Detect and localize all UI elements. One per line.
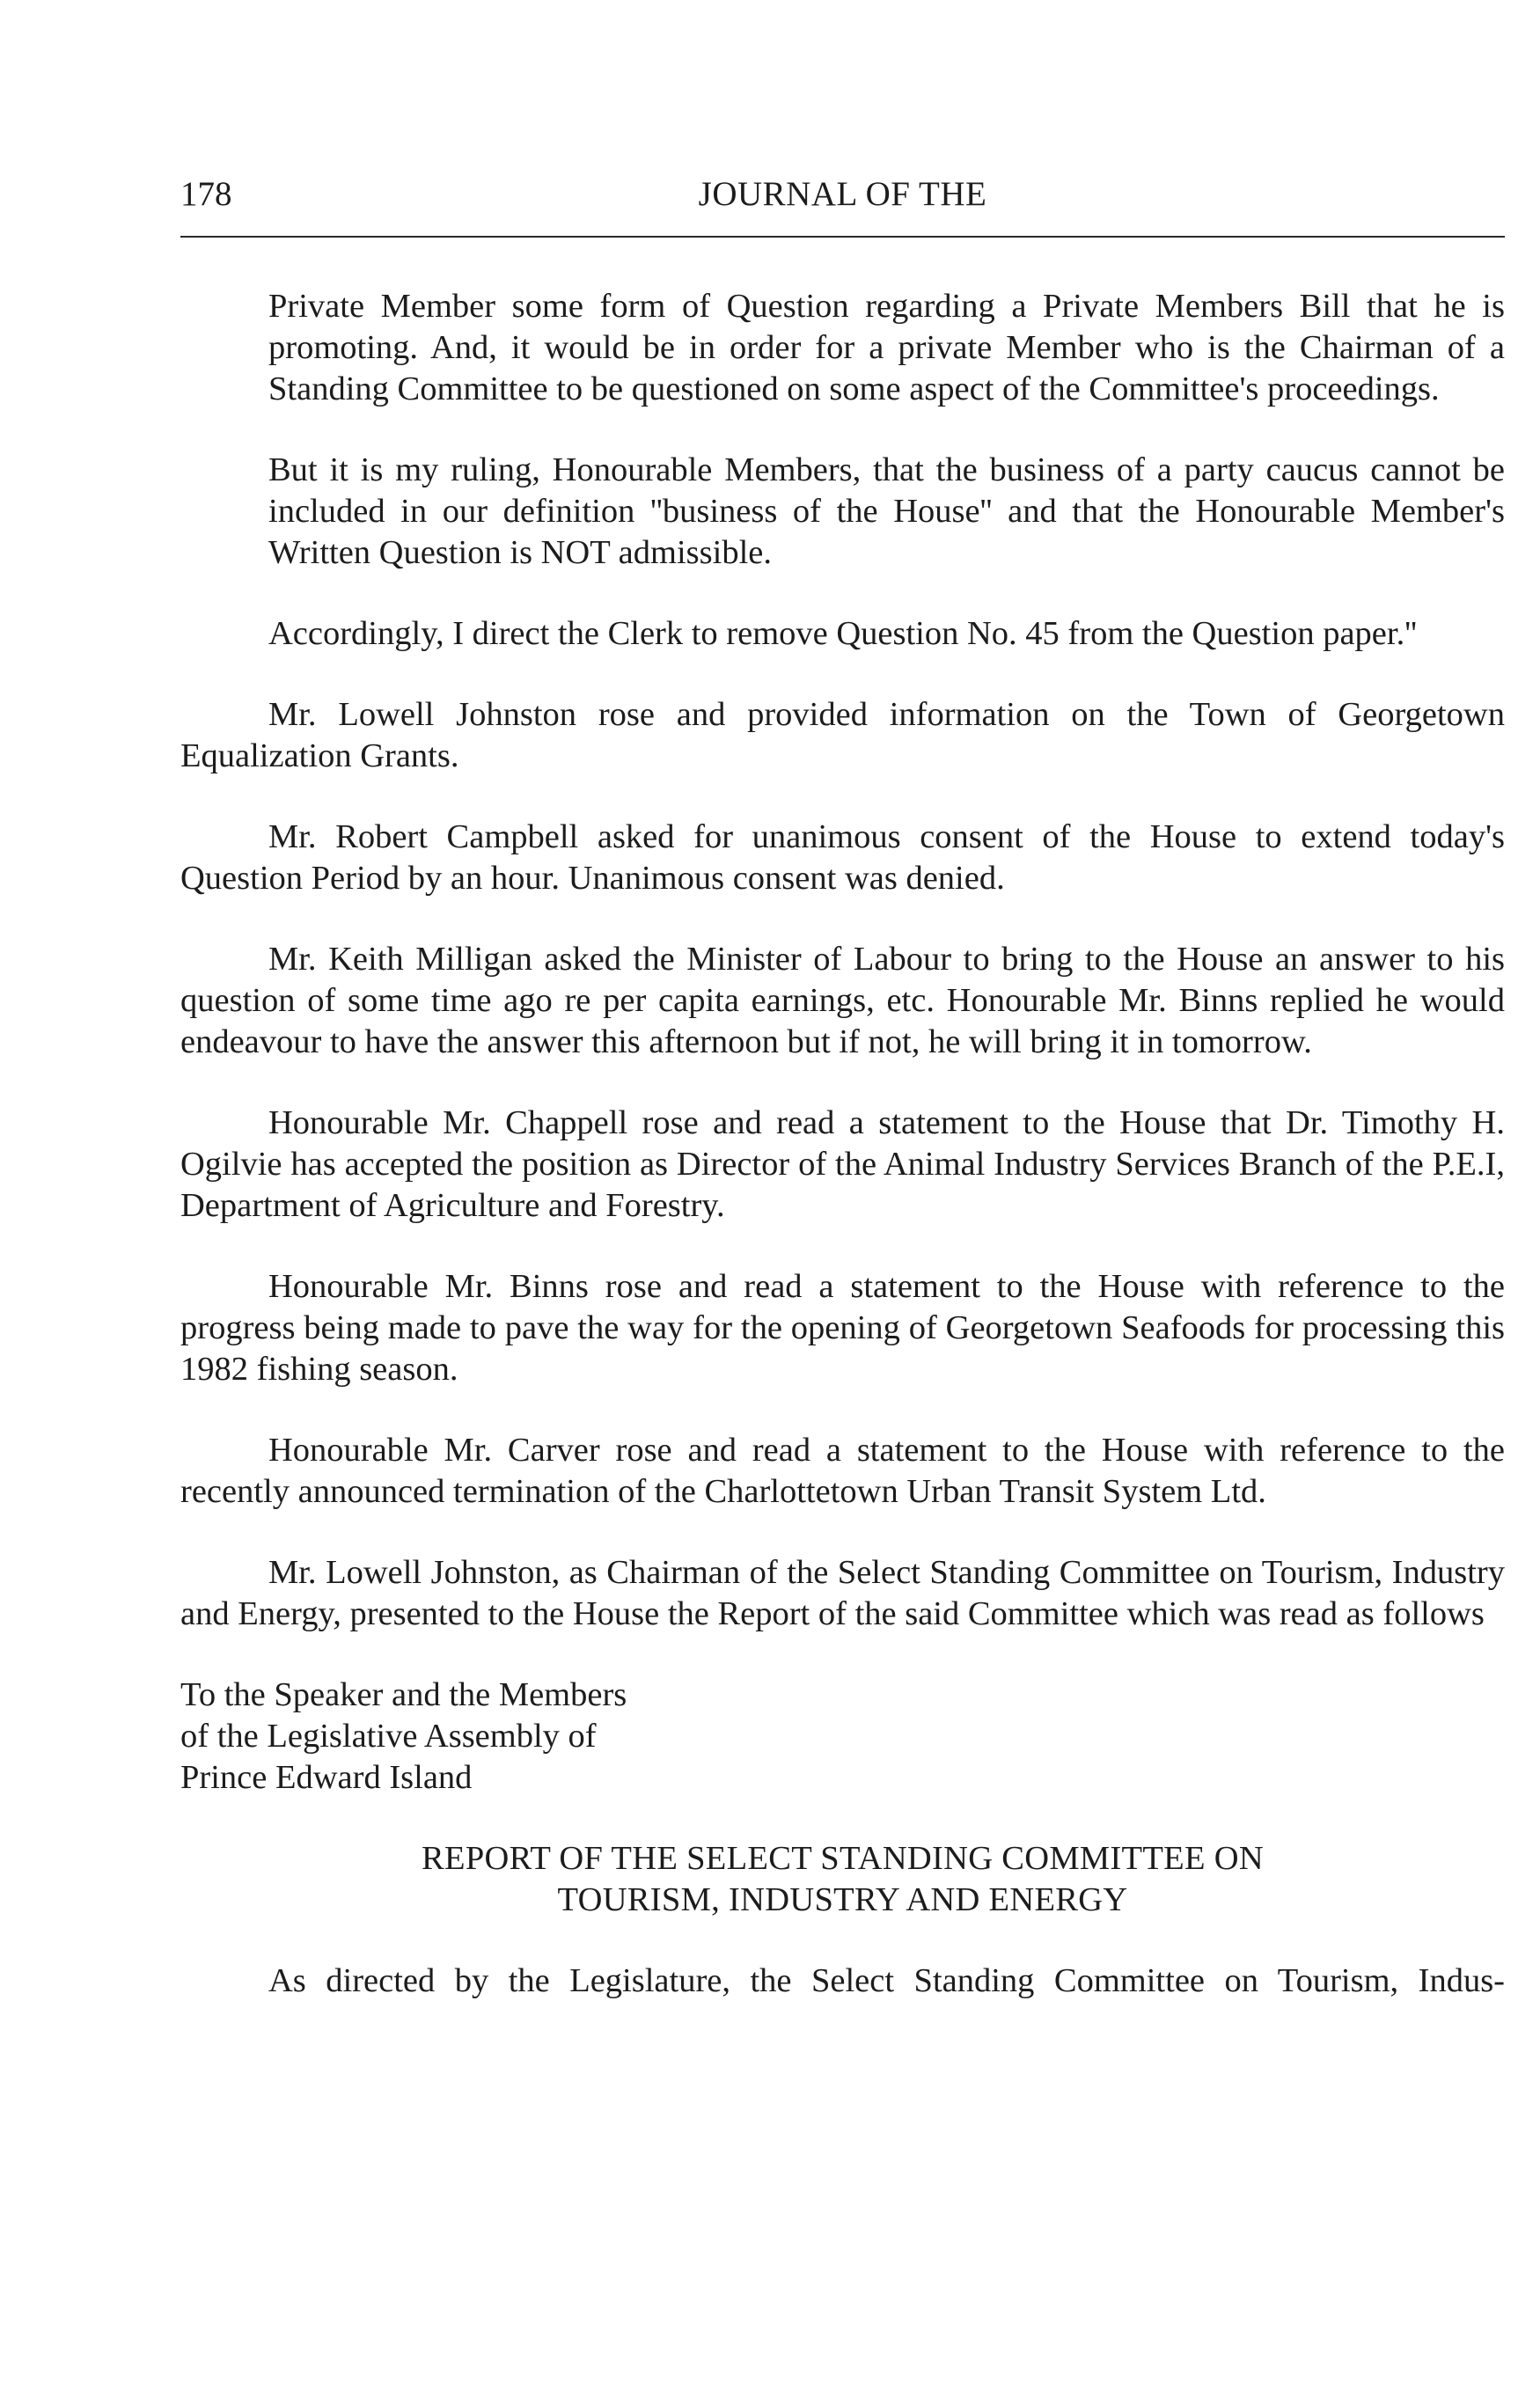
address-line: Prince Edward Island: [180, 1759, 473, 1796]
address-block: [180, 1675, 1505, 1799]
body-text: [180, 286, 1505, 2002]
report-heading-line: REPORT OF THE SELECT STANDING COMMITTEE ON: [422, 1840, 1264, 1877]
page-number: 178: [180, 175, 232, 213]
address-line: To the Speaker and the Members: [180, 1676, 627, 1713]
proceeding-paragraph: Honourable Mr. Chappell rose and read a statement to the House that Dr. Timothy H. Ogilvie has accepted the position as Director of the Animal Industry Services Branch of the P.E.I, Department of Agriculture and Forestry.: [180, 1104, 1505, 1224]
ruling-paragraph-3: Accordingly, I direct the Clerk to remove Question No. 45 from the Question paper.'': [268, 615, 1418, 652]
proceeding-paragraph: Mr. Robert Campbell asked for unanimous consent of the House to extend today's Question Period by an hour. Unanimous consent was denied.: [180, 818, 1505, 897]
address-line: of the Legislative Assembly of: [180, 1718, 597, 1755]
ruling-paragraph-1: Private Member some form of Question regarding a Private Members Bill that he is promoting. And, it would be in order for a private Member who is the Chairman of a Standing Committee to be questioned on some aspect of the Committee's proceedings.: [268, 288, 1505, 407]
proceeding-paragraph: Honourable Mr. Carver rose and read a statement to the House with reference to the recently announced termination of the Charlottetown Urban Transit System Ltd.: [180, 1432, 1505, 1510]
report-heading-line: TOURISM, INDUSTRY AND ENERGY: [557, 1881, 1128, 1918]
proceeding-paragraph: Mr. Lowell Johnston rose and provided information on the Town of Georgetown Equalization Grants.: [180, 696, 1505, 774]
proceeding-paragraph: Honourable Mr. Binns rose and read a statement to the House with reference to the progress being made to pave the way for the opening of Georgetown Seafoods for processing this 1982 fishing season.: [180, 1268, 1505, 1388]
running-head: [180, 172, 1505, 216]
proceeding-paragraph: Mr. Lowell Johnston, as Chairman of the Select Standing Committee on Tourism, Industry and Energy, presented to the House the Report of the said Committee which was read as follows: [180, 1554, 1505, 1632]
report-heading: [180, 1838, 1505, 1921]
header-rule: [180, 236, 1505, 238]
journal-title: JOURNAL OF THE: [698, 175, 987, 213]
report-opening-line: As directed by the Legislature, the Select Standing Committee on Tourism, Indus-: [268, 1962, 1505, 1999]
ruling-paragraph-2: But it is my ruling, Honourable Members, that the business of a party caucus cannot be included in our definition ''business of the House'' and that the Honourable Member's Written Question is NOT admissible.: [268, 451, 1505, 571]
proceeding-paragraph: Mr. Keith Milligan asked the Minister of Labour to bring to the House an answer to his question of some time ago re per capita earnings, etc. Honourable Mr. Binns replied he would endeavour to have the answer this afternoon but if not, he will bring it in tomorrow.: [180, 941, 1505, 1060]
